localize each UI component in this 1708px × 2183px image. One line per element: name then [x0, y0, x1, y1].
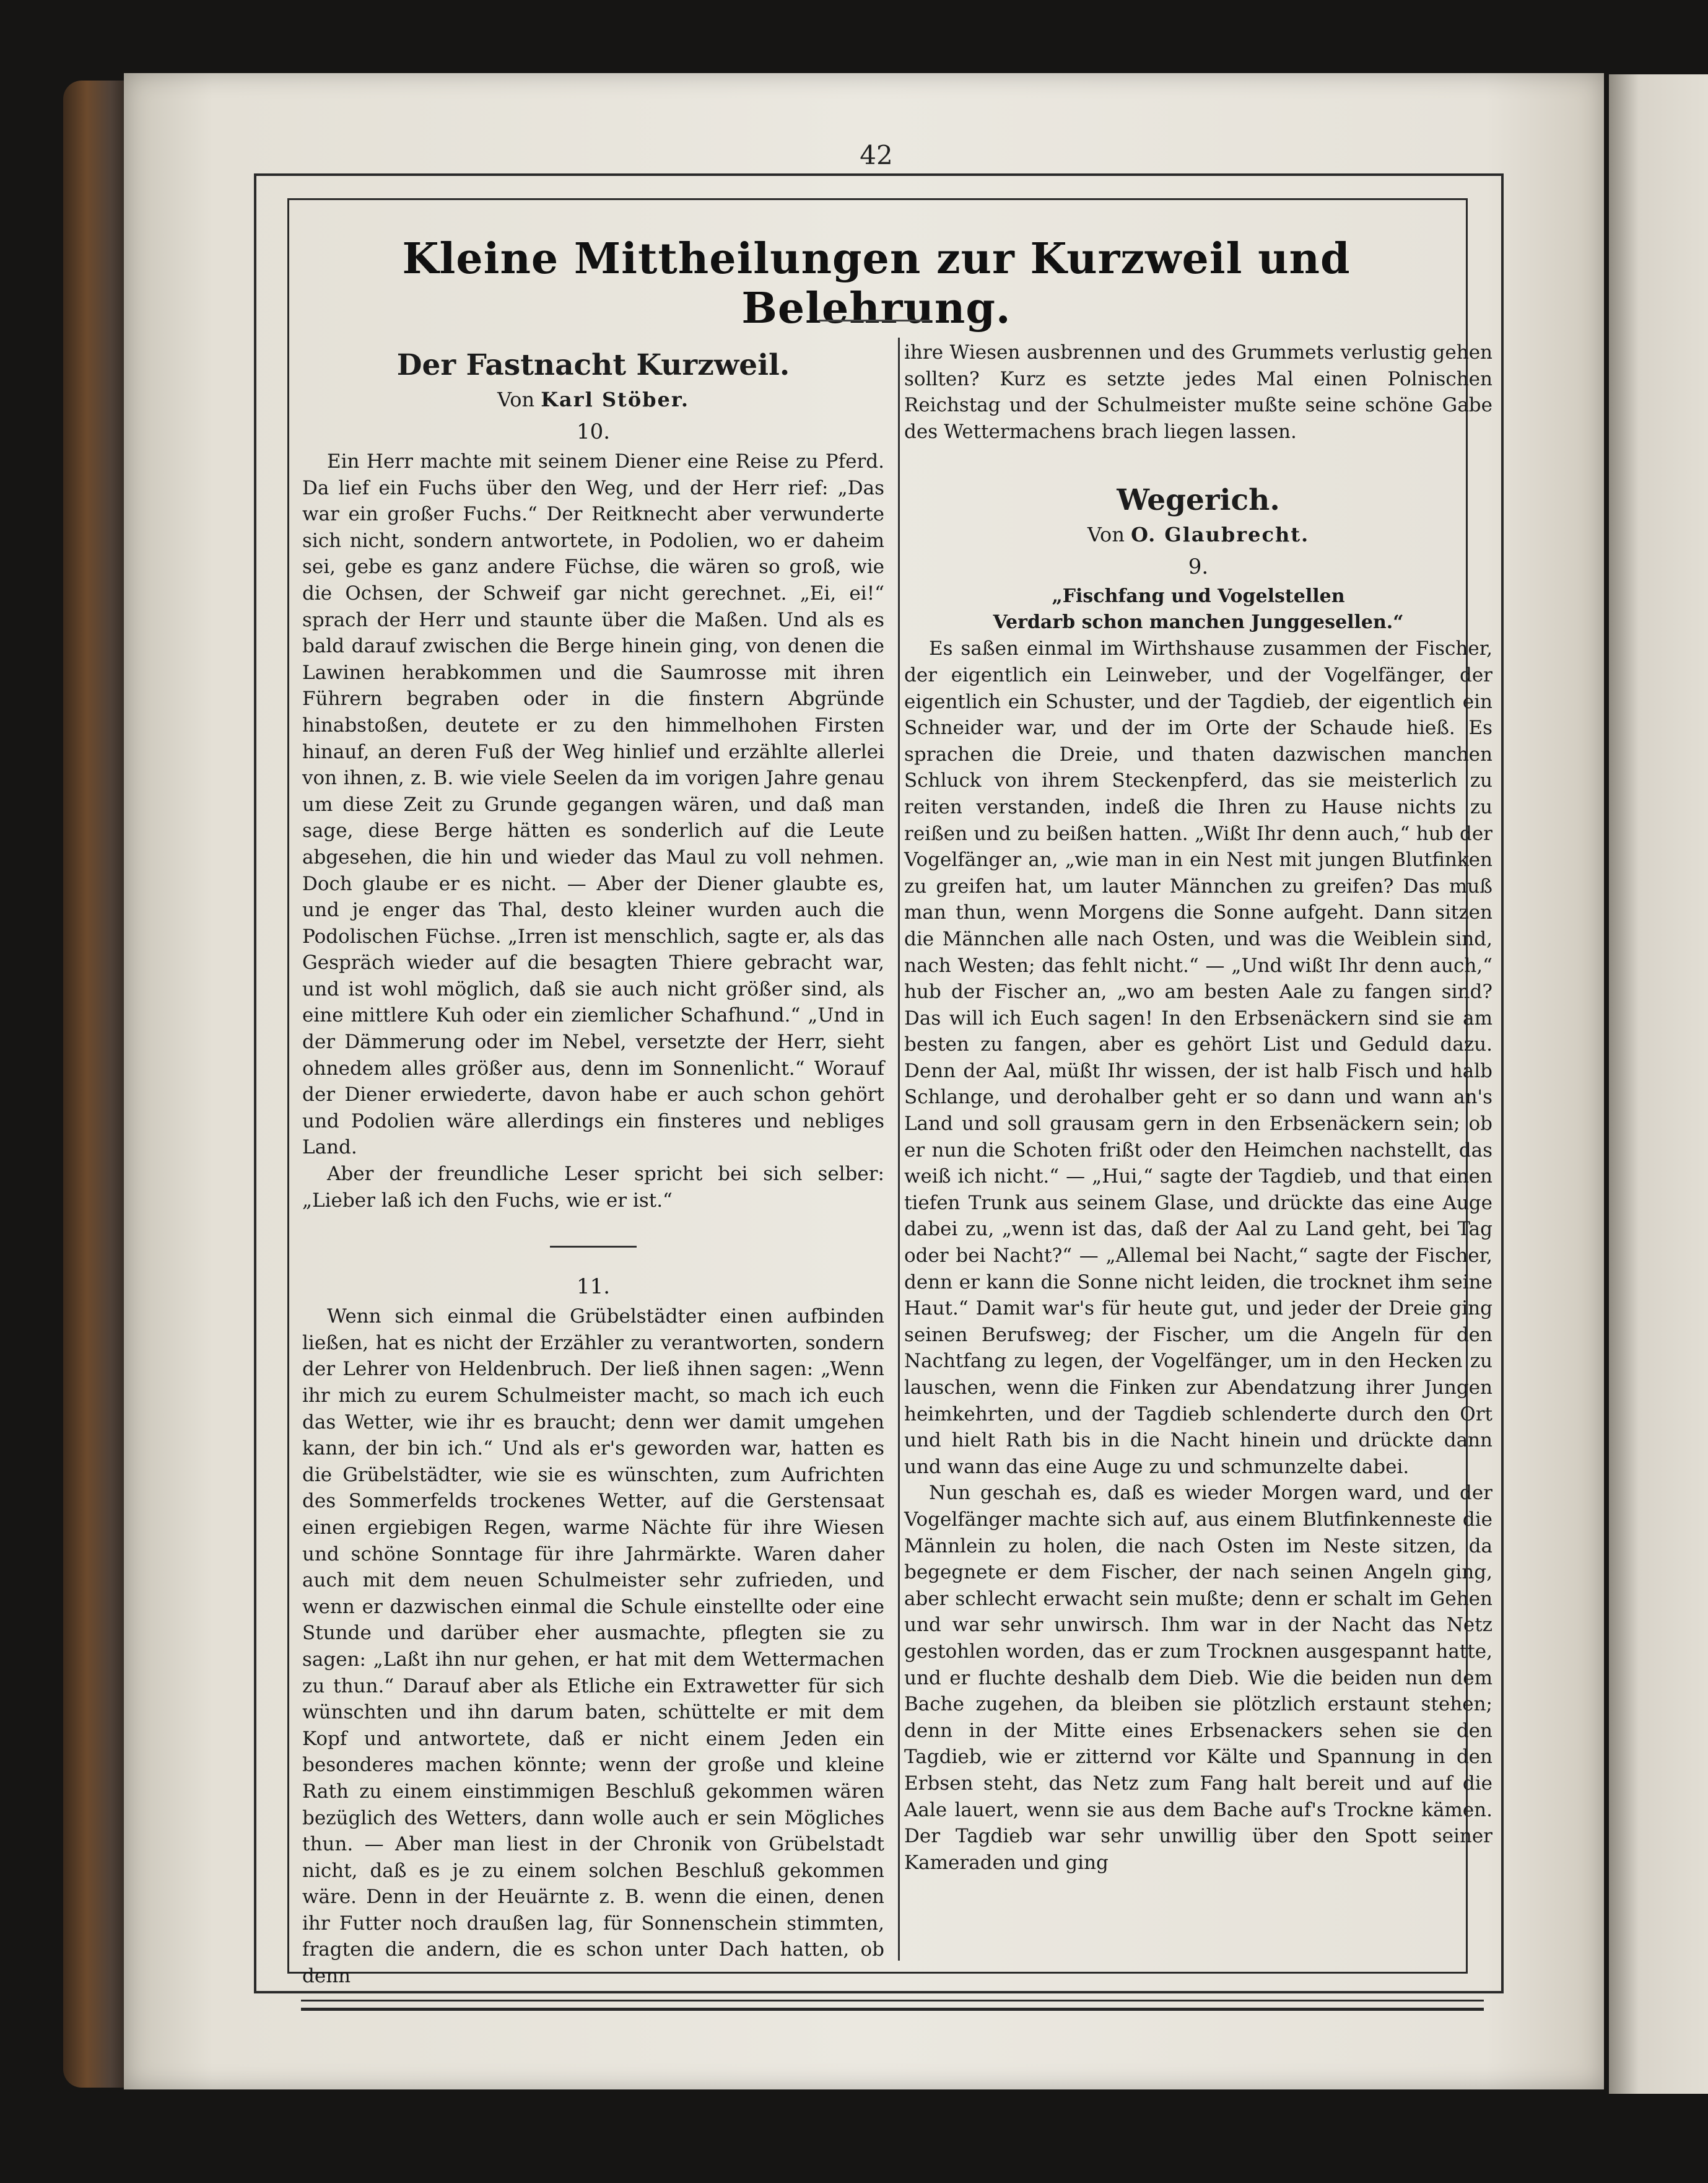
article1-heading: Der Fastnacht Kurzweil.	[396, 348, 790, 382]
article1-byline-prefix: Von	[497, 388, 535, 411]
motto-line-1: „Fischfang und Vogelstellen	[1052, 585, 1345, 608]
left-column	[302, 347, 884, 1990]
book-spine	[63, 81, 131, 2088]
article2-byline	[904, 519, 1492, 550]
section-11-continuation: ihre Wiesen ausbrennen und des Grummets verlustig gehen sollten? Kurz es setzte jedes Mal einen Polnischen Reichstag und der Schulmeister mußte seine schöne Gabe des Wettermachens brach liegen lassen.	[904, 341, 1492, 443]
page-title: Kleine Mittheilungen zur Kurzweil und Belehrung.	[402, 234, 1351, 333]
article1-author: Karl Stöber.	[541, 388, 689, 411]
article2-author: O. Glaubrecht.	[1131, 523, 1310, 547]
section-10-number: 10.	[576, 419, 611, 444]
article2-byline-prefix: Von	[1087, 523, 1125, 547]
section-11-number: 11.	[576, 1274, 611, 1300]
next-page-edge	[1609, 74, 1708, 2094]
article2-heading: Wegerich.	[1117, 483, 1280, 518]
page-number: 42	[860, 140, 893, 170]
motto-line-2: Verdarb schon manchen Junggesellen.“	[993, 611, 1404, 634]
column-divider	[898, 338, 900, 1961]
bottom-double-rule	[301, 2000, 1484, 2011]
article2-paragraph-2: Nun geschah es, daß es wieder Morgen ward, und der Vogelfänger machte sich auf, aus einem Blutfinkenneste die Männlein zu holen, die nach Osten im Neste sitzen, da begegnete er dem Fischer, der nach seinen Angeln ging, aber schlecht erwacht sein mußte; denn er schalt im Gehen und war sehr unwirsch. Ihm war in der Nacht das Netz gestohlen worden, das er zum Trocknen ausgespannt hatte, und er fluchte deshalb dem Dieb. Wie die beiden nun dem Bache zugehen, da bleiben sie plötzlich erstaunt stehen; denn in der Mitte eines Erbsenackers sehen sie den Tagdieb, wie er zitternd vor Kälte und Spannung in den Erbsen steht, das Netz zum Fang halt bereit und auf die Aale lauert, wenn sie aus dem Bache auf's Trockne kämen. Der Tagdieb war sehr unwillig über den Spott seiner Kameraden und ging	[904, 1482, 1492, 1874]
section-10-paragraph-2: Aber der freundliche Leser spricht bei sich selber: „Lieber laß ich den Fuchs, wie er ist.“	[302, 1163, 884, 1212]
section-11-paragraph-1: Wenn sich einmal die Grübelstädter einen aufbinden ließen, hat es nicht der Erzähler zu verantworten, sondern der Lehrer von Heldenbruch. Der ließ ihnen sagen: „Wenn ihr mich zu eurem Schulmeister macht, so mach ich euch das Wetter, wie ihr es braucht; denn wer damit umgehen kann, der bin ich.“ Und als er's geworden war, hatten es die Grübelstädter, wie sie es wünschten, zum Aufrichten des Sommerfelds trockenes Wetter, auf die Gerstensaat einen ergiebigen Regen, warme Nächte für ihre Wiesen und schöne Sonntage für ihre Jahrmärkte. Waren daher auch mit dem neuen Schulmeister sehr zufrieden, und wenn er dazwischen einmal die Schule einstellte oder eine Stunde und darüber eher ausmachte, pflegten sie zu sagen: „Laßt ihn nur gehen, er hat mit dem Wettermachen zu thun.“ Darauf aber als Etliche ein Extrawetter für sich wünschten und ihn darum baten, schüttelte er mit dem Kopf und antwortete, daß er nicht einem Jeden ein besonderes machen könnte; wenn der große und kleine Rath zu einem einstimmigen Beschluß gekommen wären bezüglich des Wetters, dann wolle auch er sein Mögliches thun. — Aber man liest in der Chronik von Grübelstadt nicht, daß es je zu einem solchen Beschluß gekommen wäre. Denn in der Heuärnte z. B. wenn die einen, denen ihr Futter noch draußen lag, für Sonnenschein stimmten, fragten die andern, die es schon unter Dach hatten, ob denn	[302, 1305, 884, 1988]
title-rule	[819, 320, 930, 322]
article2-section-number: 9.	[1188, 554, 1209, 580]
article1-byline	[302, 384, 884, 415]
right-column	[904, 339, 1492, 1876]
section-10-paragraph-1: Ein Herr machte mit seinem Diener eine Reise zu Pferd. Da lief ein Fuchs über den Weg, und der Herr rief: „Das war ein großer Fuchs.“ Der Reitknecht aber verwunderte sich nicht, sondern antwortete, in Podolien, wo er daheim sei, gebe es ganz andere Füchse, die wären so groß, wie die Ochsen, der Schweif gar nicht gerechnet. „Ei, ei!“ sprach der Herr und staunte über die Maßen. Und als es bald darauf zwischen die Berge hinein ging, von denen die Lawinen herabkommen und die Saumrosse mit ihren Führern begraben oder in die finstern Abgründe hinabstoßen, deutete er zu den himmelhohen Firsten hinauf, an deren Fuß der Weg hinlief und erzählte allerlei von ihnen, z. B. wie viele Seelen da im vorigen Jahre genau um diese Zeit zu Grunde gegangen wären, und daß man sage, diese Berge hätten es sonderlich auf die Leute abgesehen, die hin und wieder das Maul zu voll nehmen. Doch glaube er es nicht. — Aber der Diener glaubte es, und je enger das Thal, desto kleiner wurden auch die Podolischen Füchse. „Irren ist menschlich, sagte er, als das Gespräch wieder auf die besagten Thiere gebracht war, und ist wohl möglich, daß sie auch nicht größer sind, als eine mittlere Kuh oder ein ziemlicher Schafhund.“ „Und in der Dämmerung oder im Nebel, versetzte der Herr, sieht ohnedem alles größer aus, denn im Sonnenlicht.“ Worauf der Diener erwiederte, davon habe er auch schon gehört und Podolien wäre allerdings ein finsteres und nebliges Land.	[302, 450, 884, 1159]
article2-paragraph-1: Es saßen einmal im Wirthshause zusammen der Fischer, der eigentlich ein Leinweber, und der Vogelfänger, der eigentlich ein Schuster, und der Tagdieb, der eigentlich ein Schneider war, und der im Orte der Schaude hieß. Es sprachen die Dreie, und thaten dazwischen manchen Schluck von ihrem Steckenpferd, das sie meisterlich zu reiten verstanden, indeß die Ihren zu Hause nichts zu reißen und zu beißen hatten. „Wißt Ihr denn auch,“ hub der Vogelfänger an, „wie man in ein Nest mit jungen Blutfinken zu greifen hat, um lauter Männchen zu greifen? Das muß man thun, wenn Morgens die Sonne aufgeht. Dann sitzen die Männchen alle nach Osten, und was die Weiblein sind, nach Westen; das fehlt nicht.“ — „Und wißt Ihr denn auch,“ hub der Fischer an, „wo am besten Aale zu fangen sind? Das will ich Euch sagen! In den Erbsenäckern sind sie am besten zu fangen, aber es gehört List und Geduld dazu. Denn der Aal, müßt Ihr wissen, der ist halb Fisch und halb Schlange, und derohalber geht er so dann und wann an's Land und soll grausam gern in den Erbsenäckern sein; ob er nun die Schoten frißt oder den Heimchen nachstellt, das weiß ich nicht.“ — „Hui,“ sagte der Tagdieb, und that einen tiefen Trunk aus seinem Glase, und drückte das eine Auge dabei zu, „wenn ist das, daß der Aal zu Land geht, bei Tag oder bei Nacht?“ — „Allemal bei Nacht,“ sagte der Fischer, denn er kann die Sonne nicht leiden, die trocknet ihm seine Haut.“ Damit war's für heute gut, und jeder der Dreie ging seinen Berufsweg; der Fischer, um die Angeln für den Nachtfang zu legen, der Vogelfänger, um in den Hecken zu lauschen, wenn die Finken zur Abendatzung ihrer Jungen heimkehrten, und der Tagdieb schlenderte durch den Ort und hielt Rath bis in die Nacht hinein und drückte dann und wann das eine Auge zu und schmunzelte dabei.	[904, 637, 1492, 1478]
